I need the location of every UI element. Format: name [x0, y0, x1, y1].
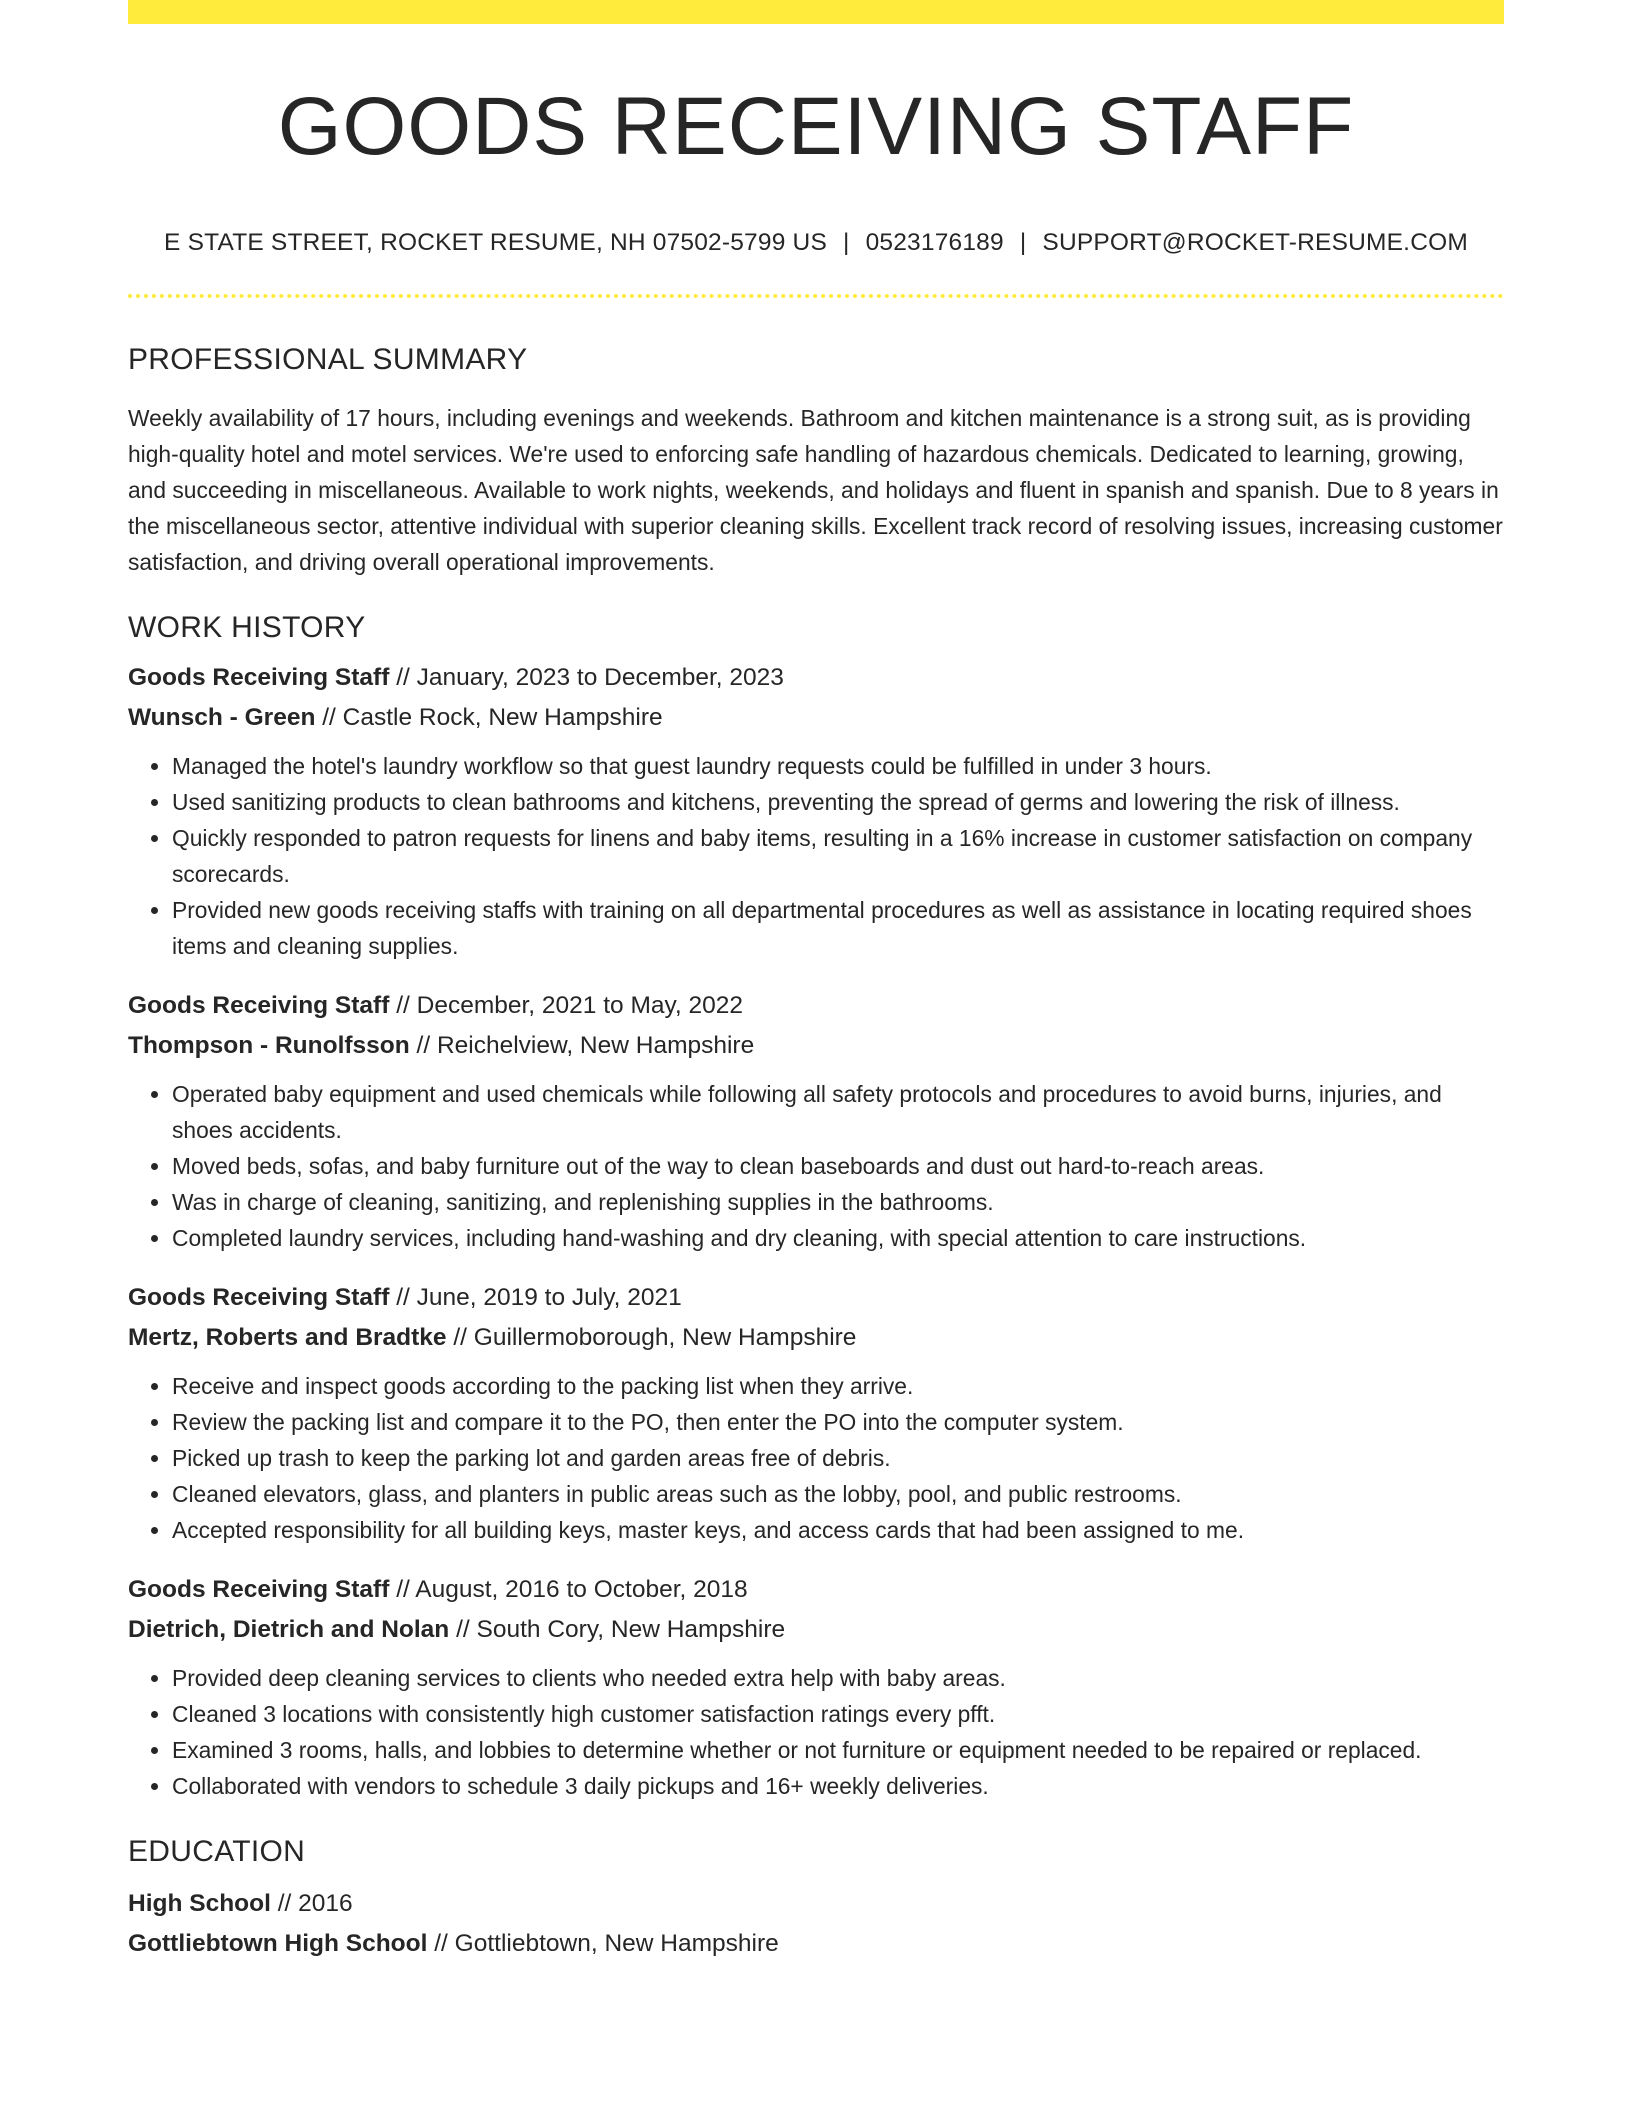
education-location: // Gottliebtown, New Hampshire — [434, 1929, 779, 1957]
job-bullet: • Provided deep cleaning services to clients who needed extra help with baby areas. — [172, 1660, 1504, 1696]
education-heading: EDUCATION — [128, 1834, 306, 1868]
summary-heading: PROFESSIONAL SUMMARY — [128, 342, 528, 376]
job-entry — [128, 986, 1504, 1256]
job-bullet: • Picked up trash to keep the parking lot and garden areas free of debris. — [172, 1440, 1504, 1476]
job-location: // Castle Rock, New Hampshire — [322, 703, 663, 731]
job-dates: // June, 2019 to July, 2021 — [396, 1283, 682, 1311]
job-entry — [128, 1570, 1504, 1804]
job-bullet: • Was in charge of cleaning, sanitizing, and replenishing supplies in the bathrooms. — [172, 1184, 1504, 1220]
summary-text: Weekly availability of 17 hours, including evenings and weekends. Bathroom and kitchen maintenance is a strong suit, as is providing high-quality hotel and motel services. We're used to enforcing safe handling of hazardous chemicals. Dedicated to learning, growing, and succeeding in miscellaneous. Available to work nights, weekends, and holidays and fluent in spanish and spanish. Due to 8 years in the miscellaneous sector, attentive individual with superior cleaning skills. Excellent track record of resolving issues, increasing customer satisfaction, and driving overall operational improvements. — [128, 404, 1503, 575]
job-location: // Reichelview, New Hampshire — [416, 1031, 755, 1059]
job-role-line — [128, 1570, 1504, 1610]
job-bullets — [128, 1660, 1504, 1804]
job-bullet: • Managed the hotel's laundry workflow so that guest laundry requests could be fulfilled in under 3 hours. — [172, 748, 1504, 784]
dotted-divider — [128, 294, 1504, 298]
job-entry — [128, 1278, 1504, 1548]
resume-page — [128, 0, 1504, 1964]
job-dates: // August, 2016 to October, 2018 — [396, 1575, 748, 1603]
job-role: Goods Receiving Staff — [128, 991, 390, 1019]
job-bullet: • Provided new goods receiving staffs with training on all departmental procedures as well as assistance in locating required shoes items and cleaning supplies. — [172, 892, 1504, 964]
job-company: Mertz, Roberts and Bradtke — [128, 1323, 447, 1351]
education-entry — [128, 1884, 1504, 1964]
contact-separator: | — [1019, 229, 1027, 257]
job-dates: // January, 2023 to December, 2023 — [396, 663, 784, 691]
education-degree-line — [128, 1884, 1504, 1924]
job-bullet: • Moved beds, sofas, and baby furniture out of the way to clean baseboards and dust out hard-to-reach areas. — [172, 1148, 1504, 1184]
job-company-line — [128, 1026, 1504, 1066]
contact-address: E STATE STREET, ROCKET RESUME, NH 07502-5799 US — [164, 229, 827, 257]
job-location: // Guillermoborough, New Hampshire — [453, 1323, 857, 1351]
job-bullet: • Used sanitizing products to clean bathrooms and kitchens, preventing the spread of germs and lowering the risk of illness. — [172, 784, 1504, 820]
job-location: // South Cory, New Hampshire — [456, 1615, 786, 1643]
job-bullet: • Cleaned elevators, glass, and planters in public areas such as the lobby, pool, and public restrooms. — [172, 1476, 1504, 1512]
candidate-name: GOODS RECEIVING STAFF — [277, 81, 1355, 172]
job-bullet: • Accepted responsibility for all building keys, master keys, and access cards that had been assigned to me. — [172, 1512, 1504, 1548]
job-company-line — [128, 698, 1504, 738]
contact-line — [128, 228, 1504, 257]
job-company: Thompson - Runolfsson — [128, 1031, 410, 1059]
education-year: // 2016 — [277, 1889, 353, 1917]
job-role: Goods Receiving Staff — [128, 1283, 390, 1311]
job-bullet: • Quickly responded to patron requests for linens and baby items, resulting in a 16% increase in customer satisfaction on company scorecards. — [172, 820, 1504, 892]
education-degree: High School — [128, 1889, 271, 1917]
job-role: Goods Receiving Staff — [128, 1575, 390, 1603]
work-history-list — [128, 658, 1504, 1804]
job-bullet: • Completed laundry services, including hand-washing and dry cleaning, with special attention to care instructions. — [172, 1220, 1504, 1256]
job-role-line — [128, 986, 1504, 1026]
job-role: Goods Receiving Staff — [128, 663, 390, 691]
top-accent-bar — [128, 0, 1504, 24]
job-role-line — [128, 658, 1504, 698]
job-bullet: • Examined 3 rooms, halls, and lobbies to determine whether or not furniture or equipment needed to be repaired or replaced. — [172, 1732, 1504, 1768]
job-bullets — [128, 1076, 1504, 1256]
education-school: Gottliebtown High School — [128, 1929, 428, 1957]
contact-phone: 0523176189 — [865, 229, 1004, 257]
job-company: Dietrich, Dietrich and Nolan — [128, 1615, 450, 1643]
work-history-heading: WORK HISTORY — [128, 610, 366, 644]
job-company-line — [128, 1318, 1504, 1358]
contact-separator: | — [842, 229, 850, 257]
job-entry — [128, 658, 1504, 964]
job-dates: // December, 2021 to May, 2022 — [396, 991, 744, 1019]
job-company-line — [128, 1610, 1504, 1650]
job-bullet: • Cleaned 3 locations with consistently high customer satisfaction ratings every pfft. — [172, 1696, 1504, 1732]
job-bullets — [128, 1368, 1504, 1548]
contact-email: SUPPORT@ROCKET-RESUME.COM — [1042, 229, 1468, 257]
job-bullet: • Review the packing list and compare it to the PO, then enter the PO into the computer system. — [172, 1404, 1504, 1440]
job-bullet: • Collaborated with vendors to schedule 3 daily pickups and 16+ weekly deliveries. — [172, 1768, 1504, 1804]
job-bullet: • Receive and inspect goods according to the packing list when they arrive. — [172, 1368, 1504, 1404]
job-bullet: • Operated baby equipment and used chemicals while following all safety protocols and procedures to avoid burns, injuries, and shoes accidents. — [172, 1076, 1504, 1148]
job-bullets — [128, 748, 1504, 964]
job-company: Wunsch - Green — [128, 703, 316, 731]
job-role-line — [128, 1278, 1504, 1318]
education-school-line — [128, 1924, 1504, 1964]
